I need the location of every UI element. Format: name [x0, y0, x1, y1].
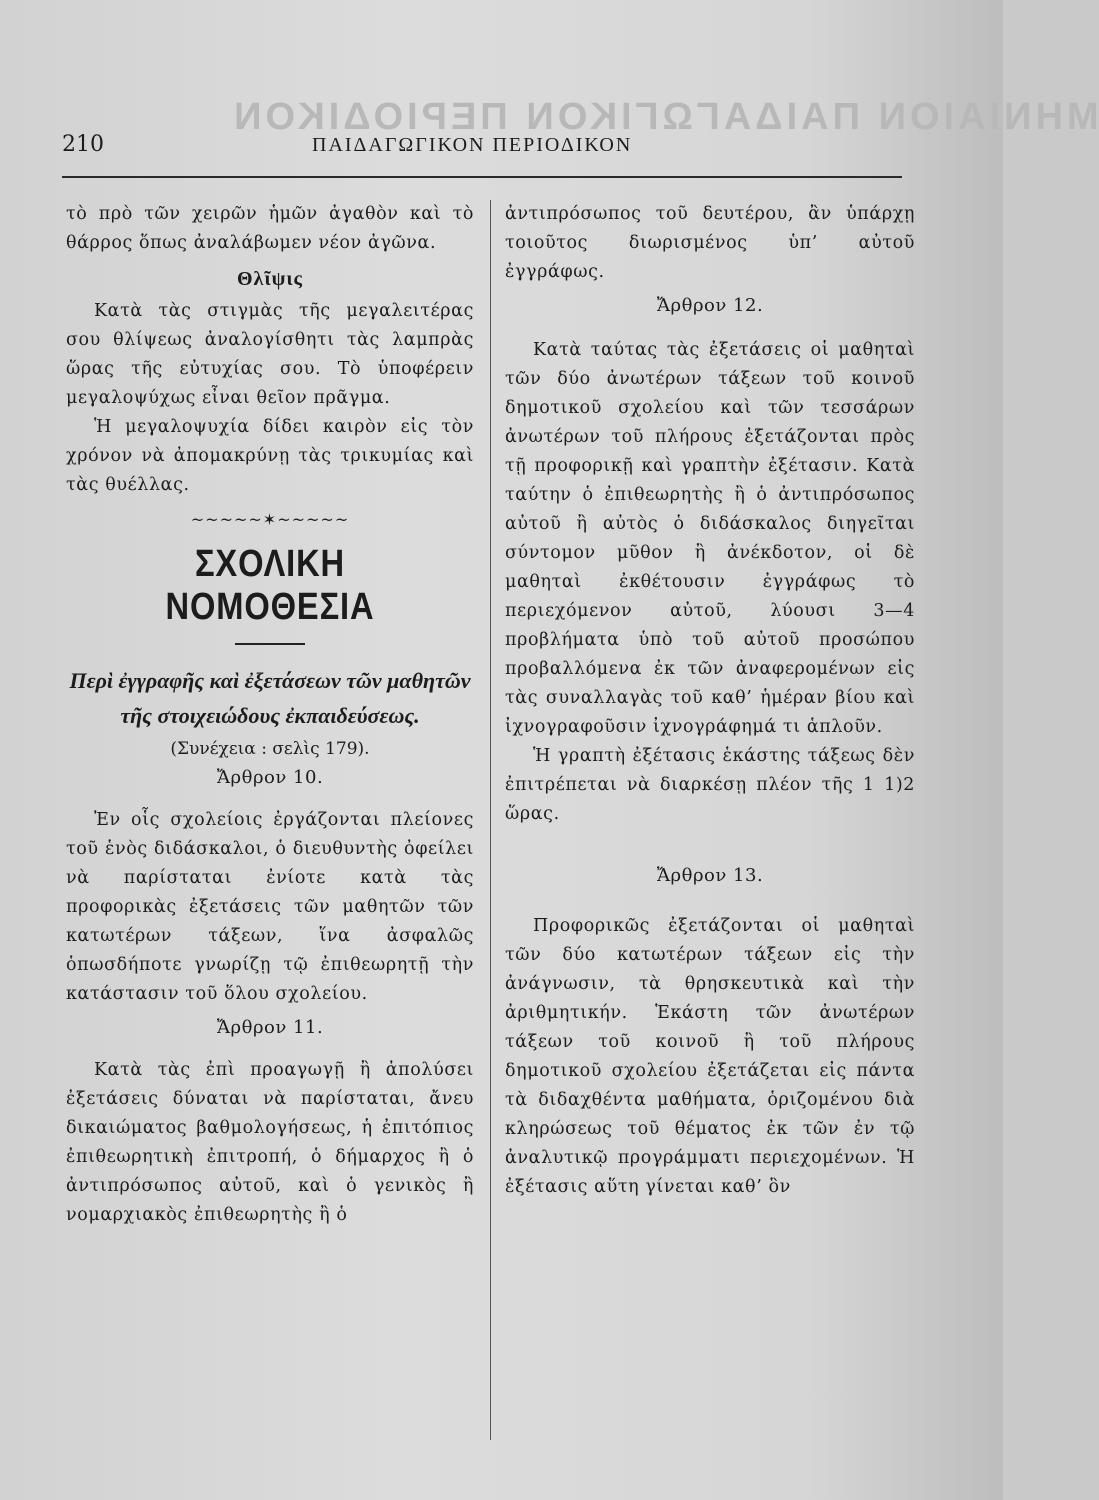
thlipsis-paragraph-2: Ἡ μεγαλοψυχία δίδει καιρὸν εἰς τὸν χρόνον νὰ ἀπομακρύνῃ τὰς τρικυμίας καὶ τὰς θυέλλας.: [66, 417, 474, 495]
page-number: 210: [62, 132, 104, 157]
article-12-paragraph-2: Ἡ γραπτὴ ἐξέτασις ἑκάστης τάξεως δὲν ἐπιτρέπεται νὰ διαρκέσῃ πλέον τῆς 1 1)2 ὥρας.: [505, 746, 915, 824]
running-title: ΠΑΙΔΑΓΩΓΙΚΟΝ ΠΕΡΙΟΔΙΚΟΝ: [312, 134, 633, 156]
ornament-divider: ~~~~~✶~~~~~: [190, 510, 350, 529]
article-13-text: Προφορικῶς ἐξετάζονται οἱ μαθηταὶ τῶν δύο κατωτέρων τάξεων εἰς τὴν ἀνάγνωσιν, τὰ θρησκευτικὰ καὶ τὴν ἀριθμητικήν. Ἑκάστη τῶν ἀνωτέρων τάξεων τοῦ κοινοῦ ἢ τοῦ πλήρους δημοτικοῦ σχολείου ἐξετάζεται εἰς πάντα τὰ διδαχθέντα μαθήματα, ὁριζομένου διὰ κληρώσεως τοῦ θέματος ἐκ τῶν ἐν τῷ ἀναλυτικῷ προγράμματι περιεχομένων. Ἡ ἐξέτασις αὕτη γίνεται καθ’ ὃν: [505, 916, 915, 1197]
column-divider: [490, 200, 491, 1440]
article-12-heading: Ἄρθρον 12.: [656, 295, 764, 316]
intro-paragraph: τὸ πρὸ τῶν χειρῶν ἡμῶν ἀγαθὸν καὶ τὸ θάρρος ὅπως ἀναλάβωμεν νέον ἀγῶνα.: [66, 204, 474, 253]
header-rule: [62, 176, 902, 178]
section-title: ΣΧΟΛΙΚΗ ΝΟΜΟΘΕΣΙΑ: [165, 543, 375, 628]
page-header: [62, 132, 900, 172]
continuation-note: (Συνέχεια : σελὶς 179).: [170, 739, 370, 759]
left-column: [66, 200, 474, 1230]
article-11-heading: Ἄρθρον 11.: [216, 1017, 324, 1038]
thlipsis-paragraph-1: Κατὰ τὰς στιγμὰς τῆς μεγαλειτέρας σου θλίψεως ἀναλογίσθητι τὰς λαμπρὰς ὥρας τῆς εὐτυχίας σου. Τὸ ὑποφέρειν μεγαλοψύχως εἶναι θεῖον πρᾶγμα.: [66, 301, 474, 408]
article-12-paragraph-1: Κατὰ ταύτας τὰς ἐξετάσεις οἱ μαθηταὶ τῶν δύο ἀνωτέρων τάξεων τοῦ κοινοῦ δημοτικοῦ σχολείου καὶ τῶν τεσσάρων ἀνωτέρων τοῦ πλήρους ἐξετάζονται πρὸς τῇ προφορικῇ καὶ γραπτὴν ἐξέτασιν. Κατὰ ταύτην ὁ ἐπιθεωρητὴς ἢ ὁ ἀντιπρόσωπος αὐτοῦ ἢ αὐτὸς ὁ διδάσκαλος διηγεῖται σύντομον μῦθον ἢ ἀνέκδοτον, οἱ δὲ μαθηταὶ ἐκθέτουσιν ἐγγράφως τὸ περιεχόμενον αὐτοῦ, λύουσι 3—4 προβλήματα ὑπὸ τοῦ αὐτοῦ προσώπου προβαλλόμενα ἐκ τῶν ἀναφερομένων εἰς τὰς συναλλαγὰς τοῦ καθ’ ἡμέραν βίου καὶ ἰχνογραφοῦσιν ἰχνογράφημά τι ἁπλοῦν.: [505, 340, 915, 737]
bleed-through-text: ΜΗΝΙΑΙΟΝ ΠΑΙΔΑΓΩΓΙΚΟΝ ΠΕΡΙΟΔΙΚΟΝ: [230, 96, 1099, 138]
article-11-text: Κατὰ τὰς ἐπὶ προαγωγῇ ἢ ἀπολύσει ἐξετάσεις δύναται νὰ παρίσταται, ἄνευ δικαιώματος βαθμολογήσεως, ἡ ἐπιτόπιος ἐπιθεωρητικὴ ἐπιτροπή, ὁ δήμαρχος ἢ ὁ ἀντιπρόσωπος αὐτοῦ, καὶ ὁ γενικὸς ἢ νομαρχιακὸς ἐπιθεωρητὴς ἢ ὁ: [66, 1060, 474, 1225]
article-10-heading: Ἄρθρον 10.: [216, 767, 324, 788]
section-rule: [235, 643, 305, 645]
right-column: [505, 200, 915, 1202]
continued-text: ἀντιπρόσωπος τοῦ δευτέρου, ἂν ὑπάρχῃ τοιοῦτος διωρισμένος ὑπ’ αὐτοῦ ἐγγράφως.: [505, 204, 915, 282]
section-subtitle: Περὶ ἐγγραφῆς καὶ ἐξετάσεων τῶν μαθητῶν τῆς στοιχειώδους ἐκπαιδεύσεως.: [69, 668, 471, 728]
thlipsis-heading: Θλῖψις: [237, 268, 303, 290]
article-13-heading: Ἄρθρον 13.: [656, 865, 764, 886]
article-10-text: Ἐν οἷς σχολείοις ἐργάζονται πλείονες τοῦ ἑνὸς διδάσκαλοι, ὁ διευθυντὴς ὀφείλει νὰ παρίσταται ἐνίοτε κατὰ τὰς προφορικὰς ἐξετάσεις τῶν μαθητῶν τῶν κατωτέρων τάξεων, ἵνα ἀσφαλῶς ὁπωσδήποτε γνωρίζῃ τῷ ἐπιθεωρητῇ τὴν κατάστασιν τοῦ ὅλου σχολείου.: [66, 810, 474, 1004]
